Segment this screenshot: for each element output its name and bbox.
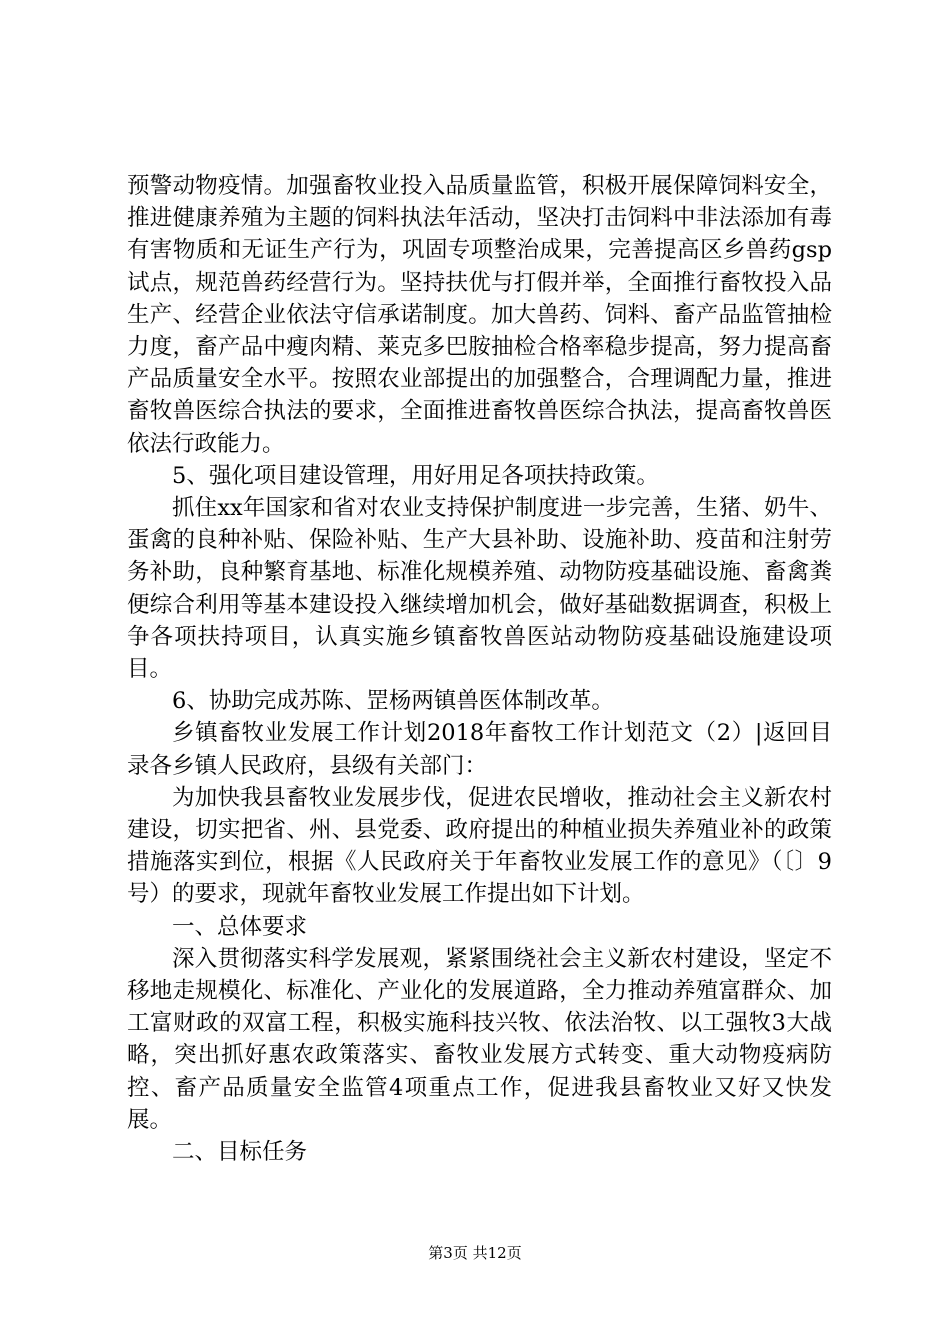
paragraph-3: 抓住xx年国家和省对农业支持保护制度进一步完善，生猪、奶牛、蛋禽的良种补贴、保险补贴、生产大县补助、设施补助、疫苗和注射劳务补助，良种繁育基地、标准化规模养殖、动物防疫基础设施、畜禽粪便综合利用等基本建设投入继续增加机会，做好基础数据调查，积极上争各项扶持项目，认真实施乡镇畜牧兽医站动物防疫基础设施建设项目。 [127,495,832,683]
paragraph-2: 5、强化项目建设管理，用好用足各项扶持政策。 [172,462,659,489]
paragraph-1: 预警动物疫情。加强畜牧业投入品质量监管，积极开展保障饲料安全，推进健康养殖为主题的饲料执法年活动，坚决打击饲料中非法添加有毒有害物质和无证生产行为，巩固专项整治成果，完善提高区乡兽药gsp试点，规范兽药经营行为。坚持扶优与打假并举，全面推行畜牧投入品生产、经营企业依法守信承诺制度。加大兽药、饲料、畜产品监管抽检力度，畜产品中瘦肉精、莱克多巴胺抽检合格率稳步提高，努力提高畜产品质量安全水平。按照农业部提出的加强整合，合理调配力量，推进畜牧兽医综合执法的要求，全面推进畜牧兽医综合执法，提高畜牧兽医依法行政能力。 [127,173,832,457]
page-number: 第3页 共12页 [428,1244,522,1262]
paragraph-7: 深入贯彻落实科学发展观，紧紧围绕社会主义新农村建设，坚定不移地走规模化、标准化、产业化的发展道路，全力推动养殖富群众、加工富财政的双富工程，积极实施科技兴牧、依法治牧、以工强牧3大战略，突出抓好惠农政策落实、畜牧业发展方式转变、重大动物疫病防控、畜产品质量安全监管4项重点工作，促进我县畜牧业又好又快发展。 [127,945,832,1133]
paragraph-6: 为加快我县畜牧业发展步伐，促进农民增收，推动社会主义新农村建设，切实把省、州、县党委、政府提出的种植业损失养殖业补的政策措施落实到位，根据《人民政府关于年畜牧业发展工作的意见》（〔〕9号）的要求，现就年畜牧业发展工作提出如下计划。 [127,784,832,908]
section-heading-1: 一、总体要求 [172,913,308,940]
paragraph-5: 乡镇畜牧业发展工作计划2018年畜牧工作计划范文（2）|返回目录各乡镇人民政府，县级有关部门： [127,720,832,779]
paragraph-4: 6、协助完成苏陈、罡杨两镇兽医体制改革。 [172,688,614,715]
page-footer [0,1243,950,1263]
document-body [127,170,832,1168]
section-heading-2: 二、目标任务 [172,1139,308,1166]
